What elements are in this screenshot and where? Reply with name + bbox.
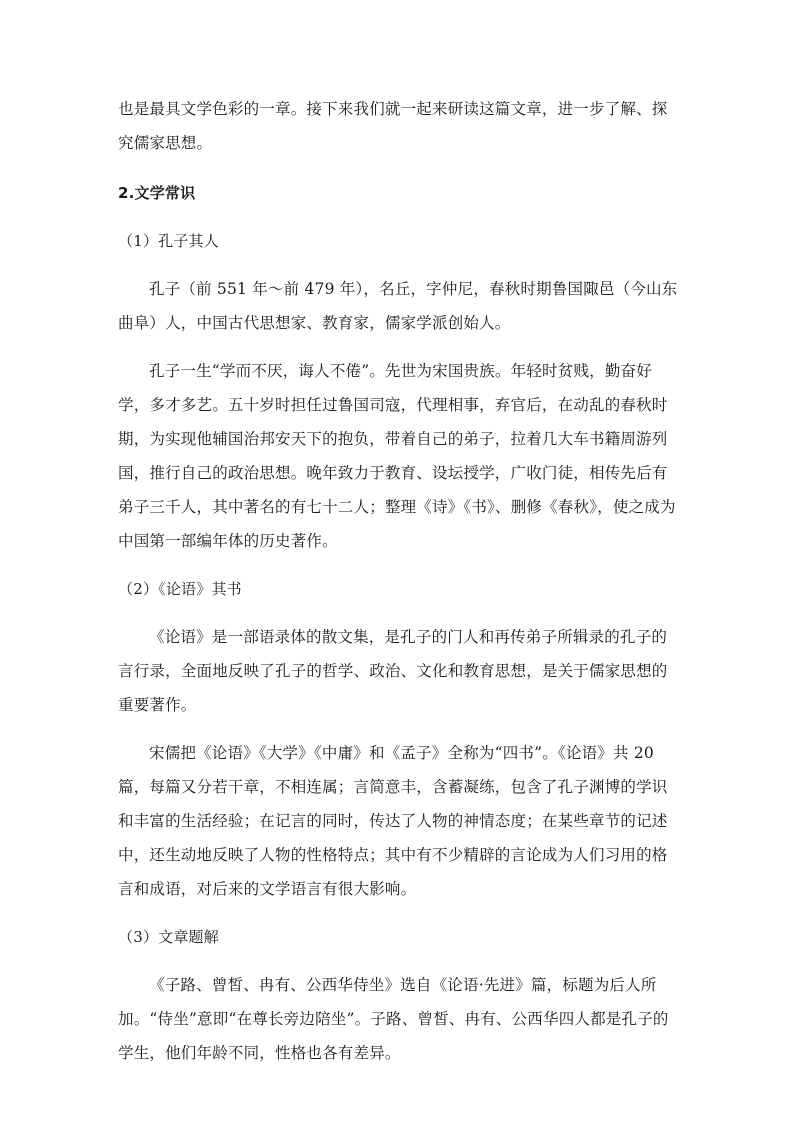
subsection-title-analects: （2）《论语》其书 xyxy=(118,580,242,598)
paragraph-analects-four-books: 宋儒把《论语》《大学》《中庸》和《孟子》全称为“四书”。《论语》共 20 篇，每篇又分若干章，不相连属；言简意丰，含蓄凝练，包含了孔子渊博的学识和丰富的生活经验；在记言的同时，传达了人物的神情态度；在某些章节的记述中，还生动地反映了人物的性格特点；其中有不少精辟的言论成为人们习用的格言和成语，对后来的文学语言有很大影响。 xyxy=(118,744,668,898)
section-heading-literary-knowledge: 2.文学常识 xyxy=(118,184,196,202)
paragraph-confucius-life: 孔子一生“学而不厌，诲人不倦”。先世为宋国贵族。年轻时贫贱，勤奋好学，多才多艺。五十岁时担任过鲁国司寇，代理相事，弃官后，在动乱的春秋时期，为实现他辅国治邦安天下的抱负，带着自己的弟子，拉着几大车书籍周游列国，推行自己的政治思想。晚年致力于教育、设坛授学，广收门徒，相传先后有弟子三千人，其中著名的有七十二人；整理《诗》《书》、删修《春秋》，使之成为中国第一部编年体的历史著作。 xyxy=(118,362,676,550)
subsection-title-confucius: （1）孔子其人 xyxy=(118,232,219,250)
paragraph-confucius-bio: 孔子（前 551 年～前 479 年），名丘，字仲尼，春秋时期鲁国陬邑（今山东曲阜）人，中国古代思想家、教育家，儒家学派创始人。 xyxy=(118,280,678,332)
paragraph-analects-intro: 《论语》是一部语录体的散文集，是孔子的门人和再传弟子所辑录的孔子的言行录，全面地反映了孔子的哲学、政治、文化和教育思想，是关于儒家思想的重要著作。 xyxy=(118,628,668,714)
paragraph-text-explanation: 《子路、曾皙、冉有、公西华侍坐》选自《论语·先进》篇，标题为后人所加。“侍坐”意即“在尊长旁边陪坐”。子路、曾皙、冉有、公西华四人都是孔子的学生，他们年龄不同，性格也各有差异。 xyxy=(118,976,669,1062)
document-body xyxy=(118,92,678,1070)
intro-paragraph: 也是最具文学色彩的一章。接下来我们就一起来研读这篇文章，进一步了解、探究儒家思想。 xyxy=(118,100,668,152)
subsection-title-text-explanation: （3）文章题解 xyxy=(118,928,219,946)
